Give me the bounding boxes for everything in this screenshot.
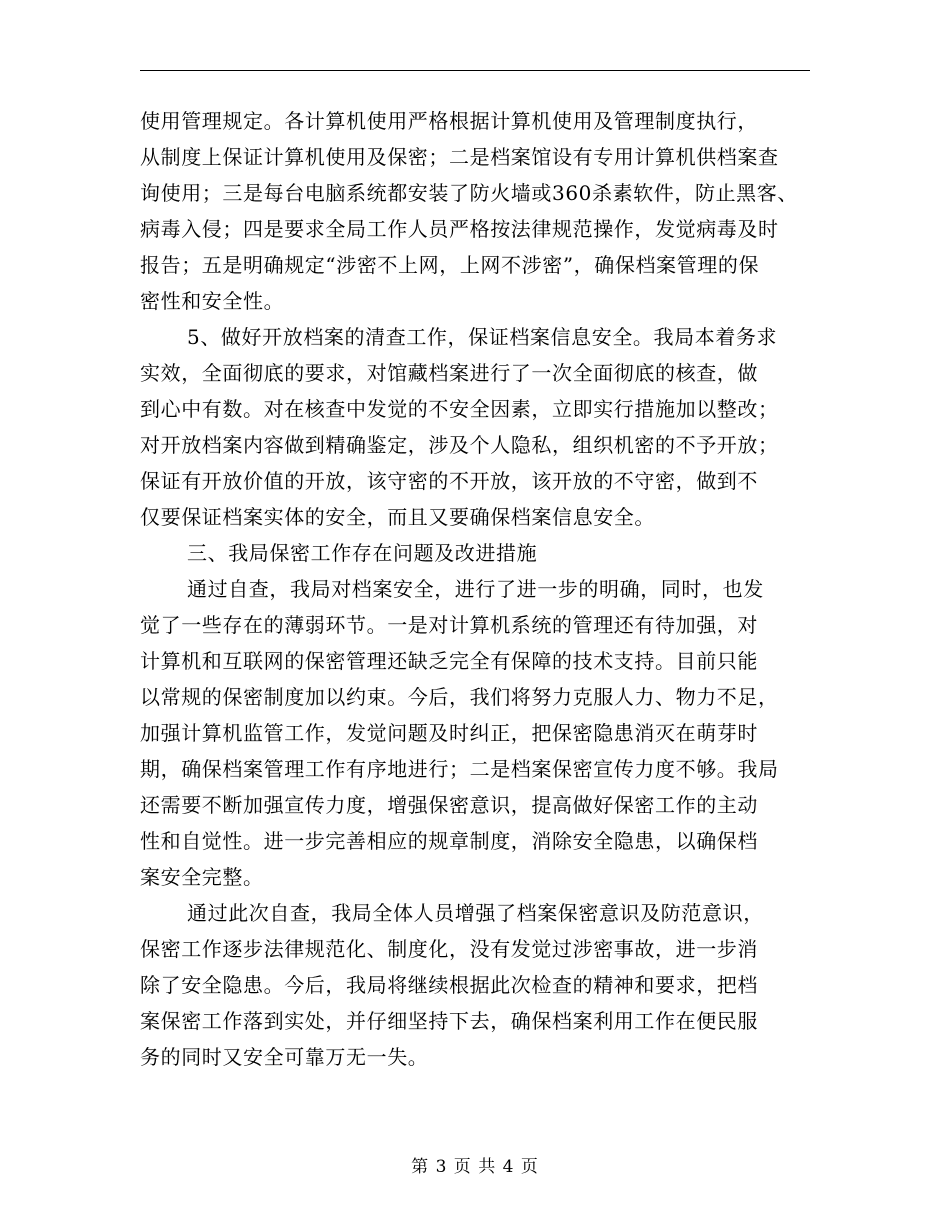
text-line: 询使用；三是每台电脑系统都安装了防火墙或360杀素软件，防止黑客、 [140, 181, 798, 205]
section-heading: 三、我局保密工作存在问题及改进措施 [187, 541, 538, 565]
text-line: 使用管理规定。各计算机使用严格根据计算机使用及管理制度执行， [140, 109, 758, 133]
text-line: 病毒入侵；四是要求全局工作人员严格按法律规范操作，发觉病毒及时 [140, 217, 779, 241]
text-line: 案保密工作落到实处，并仔细坚持下去，确保档案利用工作在便民服 [140, 1009, 758, 1033]
paragraph-start-line: 5、做好开放档案的清查工作，保证档案信息安全。我局本着务求 [187, 325, 778, 349]
text-line: 觉了一些存在的薄弱环节。一是对计算机系统的管理还有待加强，对 [140, 613, 758, 637]
paragraph-start-line: 通过自查，我局对档案安全，进行了进一步的明确，同时，也发 [187, 577, 764, 601]
text-line: 性和自觉性。进一步完善相应的规章制度，消除安全隐患，以确保档 [140, 829, 758, 853]
text-line: 报告；五是明确规定“涉密不上网，上网不涉密”，确保档案管理的保 [140, 253, 760, 277]
text-line: 以常规的保密制度加以约束。今后，我们将努力克服人力、物力不足， [140, 685, 779, 709]
text-line: 计算机和互联网的保密管理还缺乏完全有保障的技术支持。目前只能 [140, 649, 758, 673]
text-line: 对开放档案内容做到精确鉴定，涉及个人隐私，组织机密的不予开放； [140, 433, 779, 457]
text-line: 保证有开放价值的开放，该守密的不开放，该开放的不守密，做到不 [140, 469, 758, 493]
text-line: 务的同时又安全可靠万无一失。 [140, 1045, 429, 1069]
text-line: 除了安全隐患。今后，我局将继续根据此次检查的精神和要求，把档 [140, 973, 758, 997]
paragraph-start-line: 通过此次自查，我局全体人员增强了档案保密意识及防范意识， [187, 901, 764, 925]
text-line: 仅要保证档案实体的安全，而且又要确保档案信息安全。 [140, 505, 655, 529]
text-line: 到心中有数。对在核查中发觉的不安全因素，立即实行措施加以整改； [140, 397, 779, 421]
document-body [140, 103, 820, 1075]
text-line: 密性和安全性。 [140, 289, 285, 313]
text-line: 从制度上保证计算机使用及保密；二是档案馆设有专用计算机供档案查 [140, 145, 779, 169]
text-line: 加强计算机监管工作，发觉问题及时纠正，把保密隐患消灭在萌芽时 [140, 721, 758, 745]
page-number-footer: 第 3 页 共 4 页 [411, 1157, 539, 1177]
header-rule [140, 70, 810, 71]
text-line: 保密工作逐步法律规范化、制度化，没有发觉过涉密事故，进一步消 [140, 937, 758, 961]
text-line: 实效，全面彻底的要求，对馆藏档案进行了一次全面彻底的核查，做 [140, 361, 758, 385]
text-line: 期，确保档案管理工作有序地进行；二是档案保密宣传力度不够。我局 [140, 757, 779, 781]
text-line: 案安全完整。 [140, 865, 264, 889]
text-line: 还需要不断加强宣传力度，增强保密意识，提高做好保密工作的主动 [140, 793, 758, 817]
